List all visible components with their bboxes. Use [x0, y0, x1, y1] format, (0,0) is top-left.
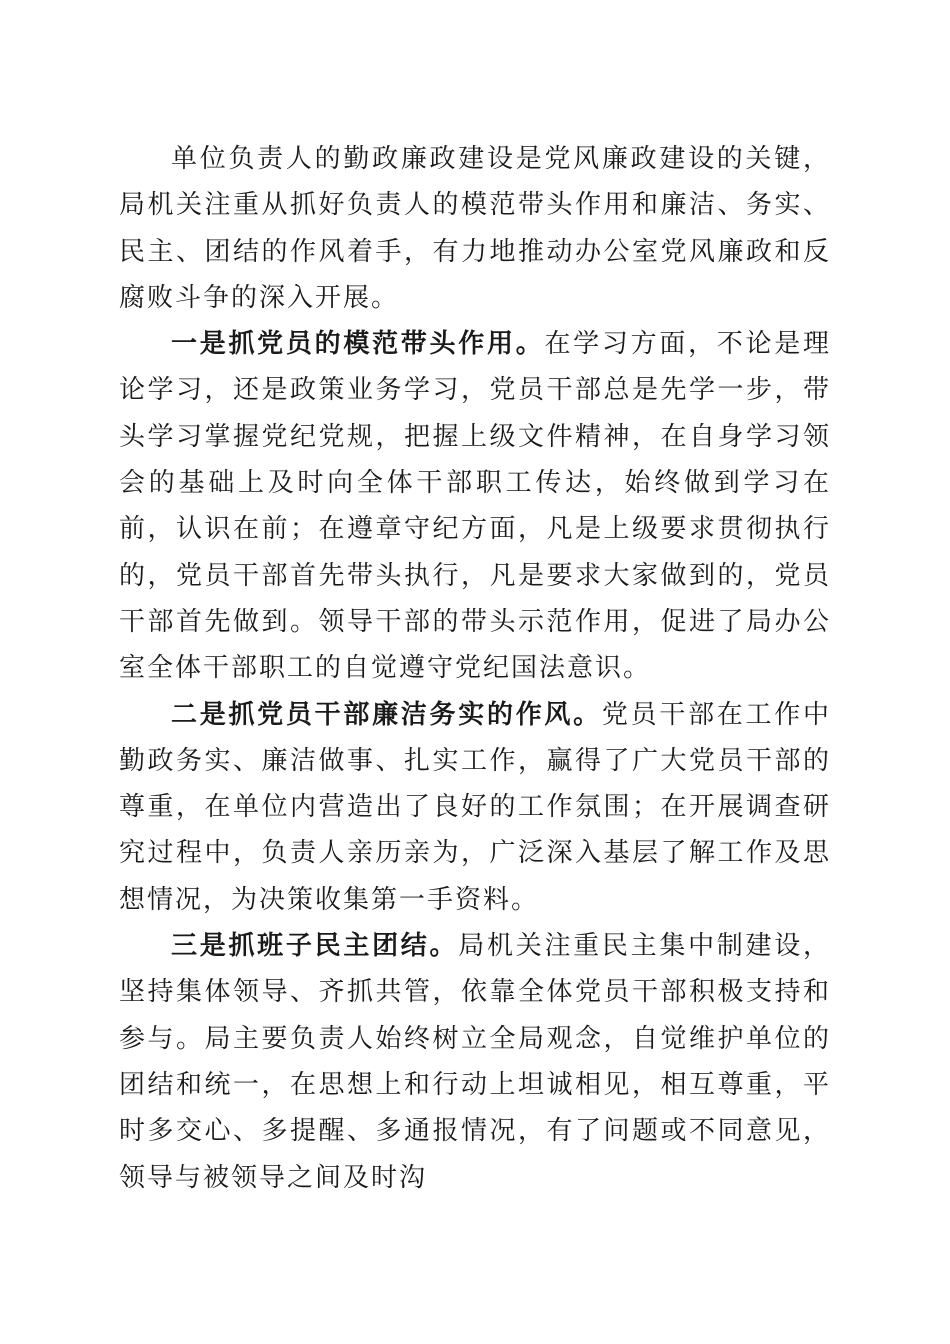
paragraph-lead: 二是抓党员干部廉洁务实的作风。: [171, 699, 602, 730]
paragraph-point-2: [119, 692, 831, 923]
paragraph-point-3: [119, 923, 831, 1201]
paragraph-point-1: [119, 321, 831, 691]
paragraph-lead: 一是抓党员的模范带头作用。: [171, 329, 545, 360]
paragraph-text: 在学习方面，不论是理论学习，还是政策业务学习，党员干部总是先学一步，带头学习掌握党纪党规，把握上级文件精神，在自身学习领会的基础上及时向全体干部职工传达，始终做到学习在前，认识在前；在遵章守纪方面，凡是上级要求贯彻执行的，党员干部首先带头执行，凡是要求大家做到的，党员干部首先做到。领导干部的带头示范作用，促进了局办公室全体干部职工的自觉遵守党纪国法意识。: [119, 329, 831, 684]
paragraph-lead: 三是抓班子民主团结。: [171, 931, 459, 962]
paragraph-intro: [119, 136, 831, 321]
paragraph-text: 局机关注重民主集中制建设，坚持集体领导、齐抓共管，依靠全体党员干部积极支持和参与。局主要负责人始终树立全局观念，自觉维护单位的团结和统一，在思想上和行动上坦诚相见，相互尊重，平时多交心、多提醒、多通报情况，有了问题或不同意见，领导与被领导之间及时沟: [119, 931, 831, 1193]
document-body: [119, 136, 831, 1201]
paragraph-text: 单位负责人的勤政廉政建设是党风廉政建设的关键，局机关注重从抓好负责人的模范带头作用和廉洁、务实、民主、团结的作风着手，有力地推动办公室党风廉政和反腐败斗争的深入开展。: [119, 144, 831, 313]
paragraph-text: 党员干部在工作中勤政务实、廉洁做事、扎实工作，赢得了广大党员干部的尊重，在单位内营造出了良好的工作氛围；在开展调查研究过程中，负责人亲历亲为，广泛深入基层了解工作及思想情况，为决策收集第一手资料。: [119, 699, 831, 915]
